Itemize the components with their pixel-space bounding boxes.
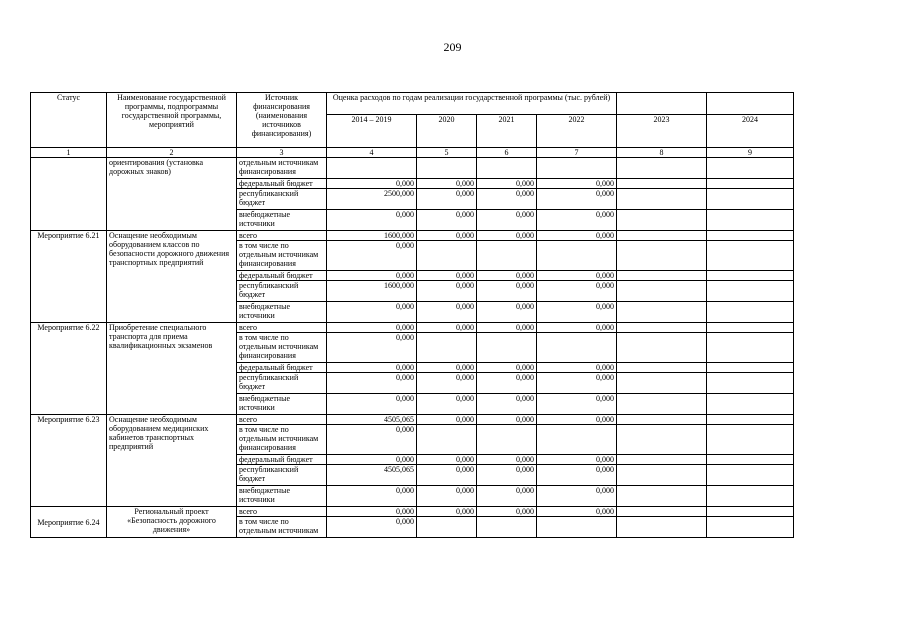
- cell-value: 0,000: [537, 455, 617, 465]
- cell-value: 0,000: [327, 363, 417, 373]
- cell-value: [707, 425, 794, 455]
- cell-value: [617, 231, 707, 241]
- cell-source: внебюджетные источники: [237, 302, 327, 323]
- cell-value: 0,000: [417, 373, 477, 394]
- cell-value: [707, 455, 794, 465]
- cell-value: [617, 333, 707, 363]
- cell-value: 0,000: [537, 281, 617, 302]
- cell-value: 0,000: [537, 507, 617, 517]
- cell-source: федеральный бюджет: [237, 271, 327, 281]
- cell-value: [477, 517, 537, 538]
- cell-value: 0,000: [537, 210, 617, 231]
- cell-value: 0,000: [537, 323, 617, 333]
- cell-value: 0,000: [417, 302, 477, 323]
- cell-value: [707, 189, 794, 210]
- cell-value: [417, 517, 477, 538]
- cell-value: 0,000: [327, 241, 417, 271]
- cell-status: Мероприятие 6.24: [31, 507, 107, 538]
- cell-value: [417, 241, 477, 271]
- cell-source: в том числе по отдельным источникам финансирования: [237, 333, 327, 363]
- cell-source: федеральный бюджет: [237, 363, 327, 373]
- cell-value: [477, 241, 537, 271]
- column-number: 1: [31, 148, 107, 158]
- column-number: 4: [327, 148, 417, 158]
- cell-value: 1600,000: [327, 281, 417, 302]
- cell-value: [707, 231, 794, 241]
- cell-status: Мероприятие 6.21: [31, 231, 107, 323]
- cell-value: [707, 333, 794, 363]
- cell-name: Приобретение специального транспорта для приема квалификационных экзаменов: [107, 323, 237, 415]
- cell-value: 0,000: [477, 465, 537, 486]
- column-number: 2: [107, 148, 237, 158]
- cell-name: Оснащение необходимым оборудованием медицинских кабинетов транспортных предприятий: [107, 415, 237, 507]
- cell-source: в том числе по отдельным источникам: [237, 517, 327, 538]
- cell-value: 0,000: [477, 302, 537, 323]
- cell-value: 0,000: [537, 465, 617, 486]
- header-year: 2014 – 2019: [327, 115, 417, 148]
- cell-value: [327, 158, 417, 179]
- cell-value: 0,000: [417, 507, 477, 517]
- cell-value: 0,000: [477, 210, 537, 231]
- cell-name: ориентирования (установка дорожных знаков): [107, 158, 237, 231]
- cell-value: 0,000: [327, 179, 417, 189]
- cell-value: 0,000: [327, 302, 417, 323]
- cell-value: [707, 241, 794, 271]
- cell-value: [477, 158, 537, 179]
- cell-status: [31, 158, 107, 231]
- cell-source: внебюджетные источники: [237, 394, 327, 415]
- cell-value: 0,000: [537, 394, 617, 415]
- cell-name: Оснащение необходимым оборудованием классов по безопасности дорожного движения транспортных предприятий: [107, 231, 237, 323]
- cell-source: республиканский бюджет: [237, 373, 327, 394]
- cell-value: [617, 158, 707, 179]
- cell-source: федеральный бюджет: [237, 179, 327, 189]
- cell-value: 0,000: [477, 394, 537, 415]
- table-row: [31, 415, 794, 425]
- table-row: [31, 231, 794, 241]
- table-row: [31, 323, 794, 333]
- cell-value: 0,000: [417, 323, 477, 333]
- cell-value: 0,000: [537, 302, 617, 323]
- page-number: 209: [443, 40, 462, 54]
- cell-value: [707, 486, 794, 507]
- cell-value: 0,000: [417, 486, 477, 507]
- cell-value: 0,000: [537, 373, 617, 394]
- cell-value: [707, 465, 794, 486]
- cell-source: республиканский бюджет: [237, 465, 327, 486]
- cell-value: 0,000: [477, 231, 537, 241]
- cell-source: внебюджетные источники: [237, 210, 327, 231]
- cell-source: в том числе по отдельным источникам финансирования: [237, 425, 327, 455]
- cell-value: 1600,000: [327, 231, 417, 241]
- cell-value: [617, 425, 707, 455]
- cell-value: [417, 333, 477, 363]
- header-year: 2021: [477, 115, 537, 148]
- cell-value: [617, 363, 707, 373]
- cell-value: 0,000: [327, 394, 417, 415]
- cell-value: [617, 323, 707, 333]
- cell-value: [617, 415, 707, 425]
- cell-value: 0,000: [417, 465, 477, 486]
- cell-value: [617, 271, 707, 281]
- cell-value: 0,000: [417, 455, 477, 465]
- header-empty-8: [617, 93, 707, 115]
- cell-value: [617, 455, 707, 465]
- cell-value: [707, 323, 794, 333]
- cell-value: 0,000: [537, 189, 617, 210]
- cell-value: [537, 333, 617, 363]
- cell-value: [617, 486, 707, 507]
- cell-value: 0,000: [327, 373, 417, 394]
- cell-value: 0,000: [327, 425, 417, 455]
- cell-value: 0,000: [417, 271, 477, 281]
- cell-value: [707, 281, 794, 302]
- header-year: 2023: [617, 115, 707, 148]
- cell-value: [707, 179, 794, 189]
- column-number: 7: [537, 148, 617, 158]
- cell-value: [417, 425, 477, 455]
- header-source: Источник финансирования (наименования источников финансирования): [237, 93, 327, 148]
- cell-source: республиканский бюджет: [237, 189, 327, 210]
- table-row: [31, 158, 794, 179]
- header-name: Наименование государственной программы, подпрограммы государственной программы, мероприятий: [107, 93, 237, 148]
- header-year: 2024: [707, 115, 794, 148]
- cell-value: [617, 507, 707, 517]
- column-number: 5: [417, 148, 477, 158]
- cell-value: 0,000: [417, 179, 477, 189]
- cell-value: [707, 302, 794, 323]
- column-number: 8: [617, 148, 707, 158]
- cell-source: всего: [237, 507, 327, 517]
- cell-value: 0,000: [477, 415, 537, 425]
- cell-value: 0,000: [477, 363, 537, 373]
- table-body: [31, 158, 794, 538]
- cell-name: Региональный проект «Безопасность дорожного движения»: [107, 507, 237, 538]
- cell-value: 0,000: [417, 189, 477, 210]
- table-row: [31, 507, 794, 517]
- cell-value: [617, 281, 707, 302]
- cell-source: всего: [237, 415, 327, 425]
- cell-value: [707, 517, 794, 538]
- cell-value: 2500,000: [327, 189, 417, 210]
- cell-value: [707, 158, 794, 179]
- cell-source: федеральный бюджет: [237, 455, 327, 465]
- cell-value: [707, 507, 794, 517]
- cell-value: 0,000: [477, 455, 537, 465]
- cell-value: 0,000: [327, 517, 417, 538]
- cell-value: 0,000: [477, 179, 537, 189]
- header-estimate: Оценка расходов по годам реализации государственной программы (тыс. рублей): [327, 93, 617, 115]
- cell-value: [477, 425, 537, 455]
- column-number: 9: [707, 148, 794, 158]
- cell-value: [617, 394, 707, 415]
- cell-source: республиканский бюджет: [237, 281, 327, 302]
- cell-value: 0,000: [417, 210, 477, 231]
- cell-value: [477, 333, 537, 363]
- cell-value: 0,000: [477, 486, 537, 507]
- budget-table: [30, 92, 794, 538]
- cell-value: [707, 363, 794, 373]
- cell-value: 0,000: [327, 455, 417, 465]
- header-year: 2020: [417, 115, 477, 148]
- cell-value: 4505,065: [327, 415, 417, 425]
- cell-source: всего: [237, 231, 327, 241]
- cell-value: [707, 415, 794, 425]
- column-number: 3: [237, 148, 327, 158]
- cell-value: [707, 373, 794, 394]
- cell-value: 0,000: [477, 323, 537, 333]
- cell-value: 0,000: [537, 179, 617, 189]
- cell-value: [617, 517, 707, 538]
- cell-value: 0,000: [537, 231, 617, 241]
- cell-value: 0,000: [477, 373, 537, 394]
- cell-source: внебюджетные источники: [237, 486, 327, 507]
- cell-value: 0,000: [417, 415, 477, 425]
- cell-value: [617, 465, 707, 486]
- cell-value: [617, 179, 707, 189]
- cell-value: [707, 210, 794, 231]
- cell-value: 0,000: [477, 281, 537, 302]
- cell-value: [617, 241, 707, 271]
- cell-value: [417, 158, 477, 179]
- cell-status: Мероприятие 6.23: [31, 415, 107, 507]
- cell-value: 0,000: [537, 486, 617, 507]
- cell-value: [617, 373, 707, 394]
- cell-value: [537, 425, 617, 455]
- cell-value: [537, 517, 617, 538]
- cell-source: всего: [237, 323, 327, 333]
- cell-value: [537, 158, 617, 179]
- cell-value: [617, 189, 707, 210]
- cell-value: [707, 271, 794, 281]
- header-empty-9: [707, 93, 794, 115]
- cell-value: 0,000: [327, 333, 417, 363]
- cell-value: 0,000: [537, 415, 617, 425]
- cell-value: [617, 210, 707, 231]
- cell-value: 0,000: [417, 281, 477, 302]
- cell-value: 0,000: [537, 363, 617, 373]
- cell-value: 0,000: [477, 271, 537, 281]
- cell-value: 0,000: [327, 210, 417, 231]
- cell-value: [537, 241, 617, 271]
- cell-value: [617, 302, 707, 323]
- cell-value: 0,000: [327, 507, 417, 517]
- cell-value: 4505,065: [327, 465, 417, 486]
- table-header: [31, 93, 794, 158]
- cell-source: в том числе по отдельным источникам финансирования: [237, 241, 327, 271]
- cell-value: 0,000: [537, 271, 617, 281]
- cell-value: 0,000: [417, 231, 477, 241]
- cell-value: 0,000: [477, 507, 537, 517]
- cell-status: Мероприятие 6.22: [31, 323, 107, 415]
- header-year: 2022: [537, 115, 617, 148]
- cell-value: 0,000: [327, 486, 417, 507]
- cell-value: 0,000: [477, 189, 537, 210]
- cell-value: 0,000: [417, 363, 477, 373]
- cell-value: [707, 394, 794, 415]
- cell-value: 0,000: [417, 394, 477, 415]
- cell-source: отдельным источникам финансирования: [237, 158, 327, 179]
- cell-value: 0,000: [327, 271, 417, 281]
- cell-value: 0,000: [327, 323, 417, 333]
- header-status: Статус: [31, 93, 107, 148]
- column-number: 6: [477, 148, 537, 158]
